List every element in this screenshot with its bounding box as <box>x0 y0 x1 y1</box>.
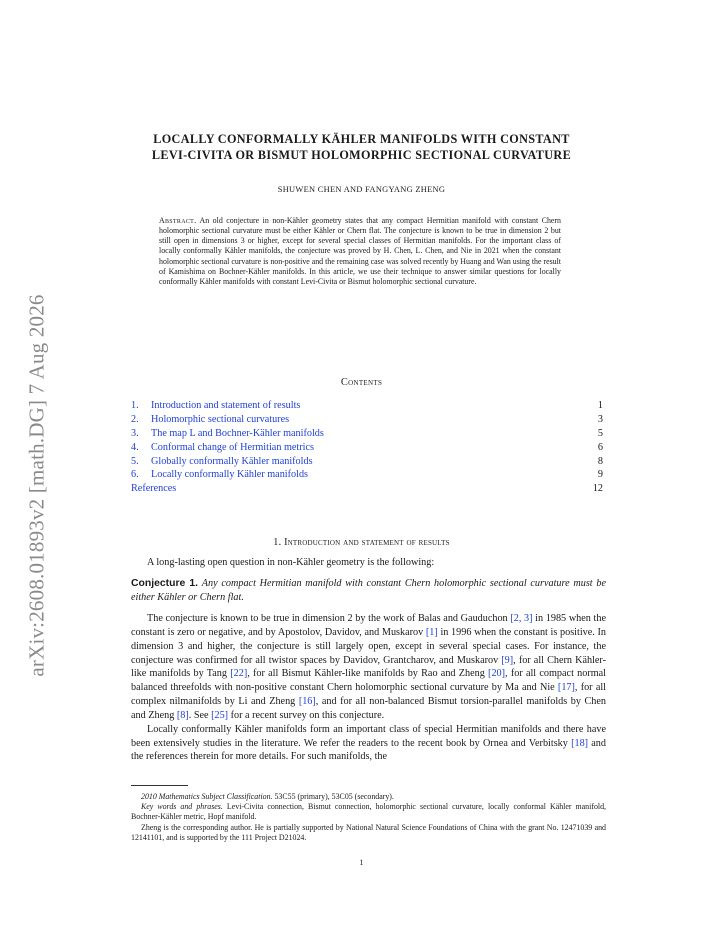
msc-label: 2010 Mathematics Subject Classification. <box>141 792 273 801</box>
toc-entry[interactable] <box>131 441 603 455</box>
abstract-heading: Abstract. <box>159 216 197 225</box>
toc-entry-page: 1 <box>597 400 603 411</box>
toc-entry[interactable] <box>131 468 603 482</box>
citation-link[interactable]: [22] <box>230 668 248 680</box>
toc-entry-title[interactable]: Globally conformally Kähler manifolds <box>151 455 313 467</box>
toc-entry-title[interactable]: Locally conformally Kähler manifolds <box>151 469 309 481</box>
toc-entry[interactable] <box>131 399 603 413</box>
toc-entry-page: 5 <box>597 427 603 439</box>
conjecture-text: Any compact Hermitian manifold with constant Chern holomorphic sectional curvature must be either Kähler or Chern flat. <box>131 578 607 603</box>
toc-entry[interactable] <box>131 455 603 469</box>
keywords-label: Key words and phrases. <box>141 802 223 812</box>
intro-sentence: A long-lasting open question in non-Kähler geometry is the following: <box>147 557 435 568</box>
toc-entry-number: 3. <box>131 427 139 439</box>
paper-authors: SHUWEN CHEN AND FANGYANG ZHENG <box>277 185 446 194</box>
footnote-keywords <box>131 802 606 822</box>
toc-entry-label[interactable] <box>131 468 308 482</box>
toc-entry-label[interactable] <box>131 399 300 413</box>
citation-link[interactable]: [2, 3] <box>510 613 533 624</box>
citation-link[interactable]: [20] <box>488 668 506 680</box>
toc-entry-label[interactable] <box>131 455 313 469</box>
citation-link[interactable]: [25] <box>211 709 229 721</box>
toc-entry-label[interactable] <box>131 413 289 427</box>
keywords-text: Levi-Civita connection, Bismut connection, holomorphic sectional curvature, locally conformal Kähler manifold, Bochner-Kähler metric, Hopf manifold. <box>131 802 607 822</box>
toc-entry-number: 4. <box>131 441 139 453</box>
footnote-support: Zheng is the corresponding author. He is partially supported by National Natural Science Foundations of China with the grant No. 12471039 and 12141101, and is supported by the 111 Project D21024. <box>131 822 606 842</box>
toc-entry[interactable] <box>131 413 603 427</box>
toc-entry-number: 2. <box>131 413 139 425</box>
citation-link[interactable]: [18] <box>571 737 589 749</box>
toc-entry-label[interactable] <box>131 441 314 455</box>
abstract <box>159 216 561 287</box>
toc-entry-label[interactable] <box>131 427 324 441</box>
intro-paragraph <box>131 556 606 570</box>
conjecture-block <box>131 577 606 605</box>
toc-entry-page: 3 <box>597 413 603 425</box>
msc-text: 53C55 (primary), 53C05 (secondary). <box>272 792 394 801</box>
paragraph-1: The conjecture is known to be true in dimension 2 by the work of Balas and Gauduchon [2, 3] in 1985 when the constant is zero or negative, and by Apostolov, Davidov, and Muskarov [1] in 1996 when the constant is positive. In dimension 3 and higher, the conjecture is still largely open, except in several special cases. For instance, the conjecture was confirmed for all twistor spaces by Davidov, Grantcharov, and Muskarov [9], for all Chern Kähler-like manifolds by Tang [22], for all Bismut Kähler-like manifolds by Rao and Zheng [20], for all compact normal balanced threefolds with non-positive constant Chern holomorphic sectional curvature by Ma and Nie [17], for all complex nilmanifolds by Li and Zheng [16], and for all non-balanced Bismut torsion-parallel manifolds by Chen and Zheng [8]. See [25] for a recent survey on this conjecture. <box>131 613 607 721</box>
toc-entry[interactable] <box>131 427 603 441</box>
citation-link[interactable]: [17] <box>557 682 575 694</box>
citation-link[interactable]: [9] <box>501 654 514 666</box>
toc-entry-number: 1. <box>131 400 139 411</box>
toc-entry-page: 9 <box>597 469 603 481</box>
toc-entry-title[interactable]: The map L and Bochner-Kähler manifolds <box>151 427 324 439</box>
citation-link[interactable]: [8] <box>176 709 189 721</box>
toc-entry-number: 5. <box>131 455 139 467</box>
toc-entry-page: 12 <box>592 483 603 495</box>
table-of-contents <box>131 399 603 496</box>
footnote-msc <box>131 792 606 802</box>
footnotes <box>131 792 606 843</box>
contents-heading: Contents <box>340 377 383 388</box>
toc-entry-title[interactable]: References <box>131 483 177 495</box>
title-line-1: LOCALLY CONFORMALLY KÄHLER MANIFOLDS WITH CONSTANT <box>153 132 570 146</box>
toc-entry-page: 8 <box>597 455 603 467</box>
page-number: 1 <box>359 858 364 867</box>
body-paragraphs <box>131 612 606 764</box>
section-1-title: Introduction and statement of results <box>284 537 450 548</box>
toc-entry-title[interactable]: Introduction and statement of results <box>151 400 301 411</box>
citation-link[interactable]: [16] <box>298 696 316 708</box>
paragraph-2: Locally conformally Kähler manifolds form an important class of special Hermitian manifolds and there have been extensively studies in the literature. We refer the readers to the recent book by Ornea and Verbitsky [18] and the references therein for more details. For such manifolds, the <box>131 723 606 763</box>
arxiv-stamp-text: arXiv:2608.01893v2 [math.DG] 7 Aug 2026 <box>24 293 49 677</box>
abstract-text: An old conjecture in non-Kähler geometry states that any compact Hermitian manifold with constant Chern holomorphic sectional curvature must be either Kähler or Chern flat. The conjecture is known to be true in dimension 2 but still open in dimensions 3 or higher, except for several special classes of Hermitian manifolds. For the important class of locally conformally Kähler manifolds, the conjecture was proved by H. Chen, L. Chen, and Nie in 2021 when the constant holomorphic sectional curvature is non-positive and the remaining case was solved recently by Huang and Wan using the result of Kamishima on Bochner-Kähler manifolds. In this article, we use their technique to answer similar questions for locally conformally Kähler manifolds with constant Levi-Civita or Bismut holomorphic sectional curvature. <box>159 216 561 286</box>
citation-link[interactable]: [1] <box>425 626 438 638</box>
toc-entry-label[interactable] <box>131 482 176 496</box>
arxiv-stamp <box>22 293 52 677</box>
conjecture-label: Conjecture 1. <box>131 578 199 589</box>
footnote-rule <box>131 785 188 786</box>
paper-title <box>117 131 606 163</box>
toc-entry[interactable] <box>131 482 603 496</box>
section-1-heading <box>117 537 606 548</box>
toc-entry-number: 6. <box>131 469 139 481</box>
section-1-number: 1. <box>273 537 282 548</box>
toc-entry-title[interactable]: Holomorphic sectional curvatures <box>151 413 290 425</box>
toc-entry-title[interactable]: Conformal change of Hermitian metrics <box>151 441 314 453</box>
toc-entry-page: 6 <box>597 441 603 453</box>
title-line-2: LEVI-CIVITA OR BISMUT HOLOMORPHIC SECTIONAL CURVATURE <box>151 148 572 162</box>
